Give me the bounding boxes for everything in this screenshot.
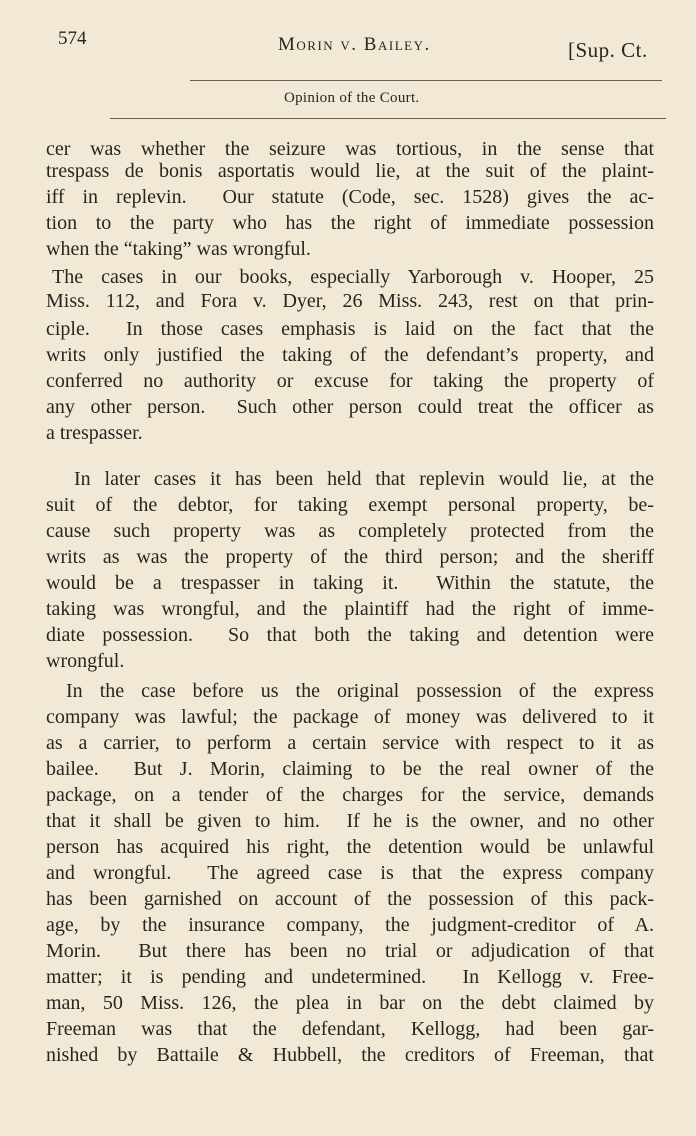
- text-line-content: person has acquired his right, the detention would be unlawful: [46, 836, 655, 858]
- text-line-content: package, on a tender of the charges for the service, demands: [46, 784, 655, 806]
- text-line: [0, 706, 696, 732]
- text-line-content: In the case before us the original possession of the express: [66, 680, 654, 702]
- text-line: [0, 758, 696, 784]
- text-line: [0, 1044, 696, 1070]
- text-line-content: nished by Battaile & Hubbell, the creditors of Freeman, that: [46, 1044, 654, 1066]
- text-line: [0, 546, 696, 572]
- page-number: 574: [58, 28, 87, 49]
- text-line: [0, 888, 696, 914]
- case-title: Morin v. Bailey.: [278, 34, 431, 55]
- text-line-content: taking was wrongful, and the plaintiff had the right of imme-: [46, 598, 655, 620]
- text-line-content: when the “taking” was wrongful.: [46, 238, 311, 260]
- text-line-content: The cases in our books, especially Yarborough v. Hooper, 25: [52, 266, 655, 288]
- text-line-content: that it shall be given to him. If he is the owner, and no other: [46, 810, 654, 832]
- text-line: [0, 238, 696, 264]
- court-name: [Sup. Ct.: [568, 38, 648, 62]
- text-line: [0, 572, 696, 598]
- text-line-content: man, 50 Miss. 126, the plea in bar on the debt claimed by: [46, 992, 655, 1014]
- text-line: [0, 520, 696, 546]
- text-line-content: suit of the debtor, for taking exempt personal property, be-: [46, 494, 654, 516]
- text-line-content: In later cases it has been held that replevin would lie, at the: [74, 468, 655, 490]
- text-line-content: trespass de bonis asportatis would lie, at the suit of the plaint-: [46, 160, 654, 182]
- text-line: [0, 186, 696, 212]
- text-line-content: would be a trespasser in taking it. Within the statute, the: [46, 572, 654, 594]
- text-line: [0, 212, 696, 238]
- text-line-content: iff in replevin. Our statute (Code, sec. 1528) gives the ac-: [46, 186, 654, 208]
- text-line: [0, 940, 696, 966]
- text-line-content: ciple. In those cases emphasis is laid on the fact that the: [46, 318, 655, 340]
- text-line: [0, 160, 696, 186]
- header-rule-top: [190, 80, 662, 81]
- text-line: [0, 370, 696, 396]
- text-line: [0, 494, 696, 520]
- text-line: [0, 624, 696, 650]
- text-line: [0, 784, 696, 810]
- text-line-content: any other person. Such other person could treat the officer as: [46, 396, 654, 418]
- text-line-content: matter; it is pending and undetermined. In Kellogg v. Free-: [46, 966, 654, 988]
- text-line-content: as a carrier, to perform a certain service with respect to it as: [46, 732, 654, 754]
- text-line: [0, 422, 696, 448]
- text-line-content: writs only justified the taking of the defendant’s property, and: [46, 344, 654, 366]
- text-line: [0, 266, 696, 292]
- text-line-content: and wrongful. The agreed case is that the express company: [46, 862, 654, 884]
- text-line-content: writs as was the property of the third person; and the sheriff: [46, 546, 654, 568]
- text-line-content: has been garnished on account of the possession of this pack-: [46, 888, 654, 910]
- text-line-content: age, by the insurance company, the judgment-creditor of A.: [46, 914, 655, 936]
- text-line: [0, 732, 696, 758]
- text-line-content: bailee. But J. Morin, claiming to be the real owner of the: [46, 758, 654, 780]
- text-line: [0, 468, 696, 494]
- text-line-content: Miss. 112, and Fora v. Dyer, 26 Miss. 243, rest on that prin-: [46, 290, 654, 312]
- text-line-content: diate possession. So that both the taking and detention were: [46, 624, 654, 646]
- text-line: [0, 966, 696, 992]
- text-line-content: company was lawful; the package of money was delivered to it: [46, 706, 654, 728]
- text-line: [0, 650, 696, 676]
- text-line: [0, 396, 696, 422]
- text-line: [0, 836, 696, 862]
- text-line-content: cause such property was as completely protected from the: [46, 520, 654, 542]
- text-line: [0, 1018, 696, 1044]
- text-line: [0, 598, 696, 624]
- text-line-content: Morin. But there has been no trial or adjudication of that: [46, 940, 655, 962]
- header-rule-bottom: [110, 118, 666, 119]
- text-line-content: tion to the party who has the right of immediate possession: [46, 212, 654, 234]
- text-line: [0, 290, 696, 316]
- text-line-content: cer was whether the seizure was tortious, in the sense that: [46, 138, 655, 160]
- text-line-content: a trespasser.: [46, 422, 143, 444]
- text-line-content: wrongful.: [46, 650, 125, 672]
- text-line: [0, 914, 696, 940]
- text-line: [0, 810, 696, 836]
- text-line: [0, 680, 696, 706]
- text-line-content: Freeman was that the defendant, Kellogg, had been gar-: [46, 1018, 655, 1040]
- text-line-content: conferred no authority or excuse for taking the property of: [46, 370, 654, 392]
- text-line: [0, 318, 696, 344]
- text-line: [0, 862, 696, 888]
- text-line: [0, 992, 696, 1018]
- text-line: [0, 344, 696, 370]
- opinion-subheader: Opinion of the Court.: [284, 90, 420, 106]
